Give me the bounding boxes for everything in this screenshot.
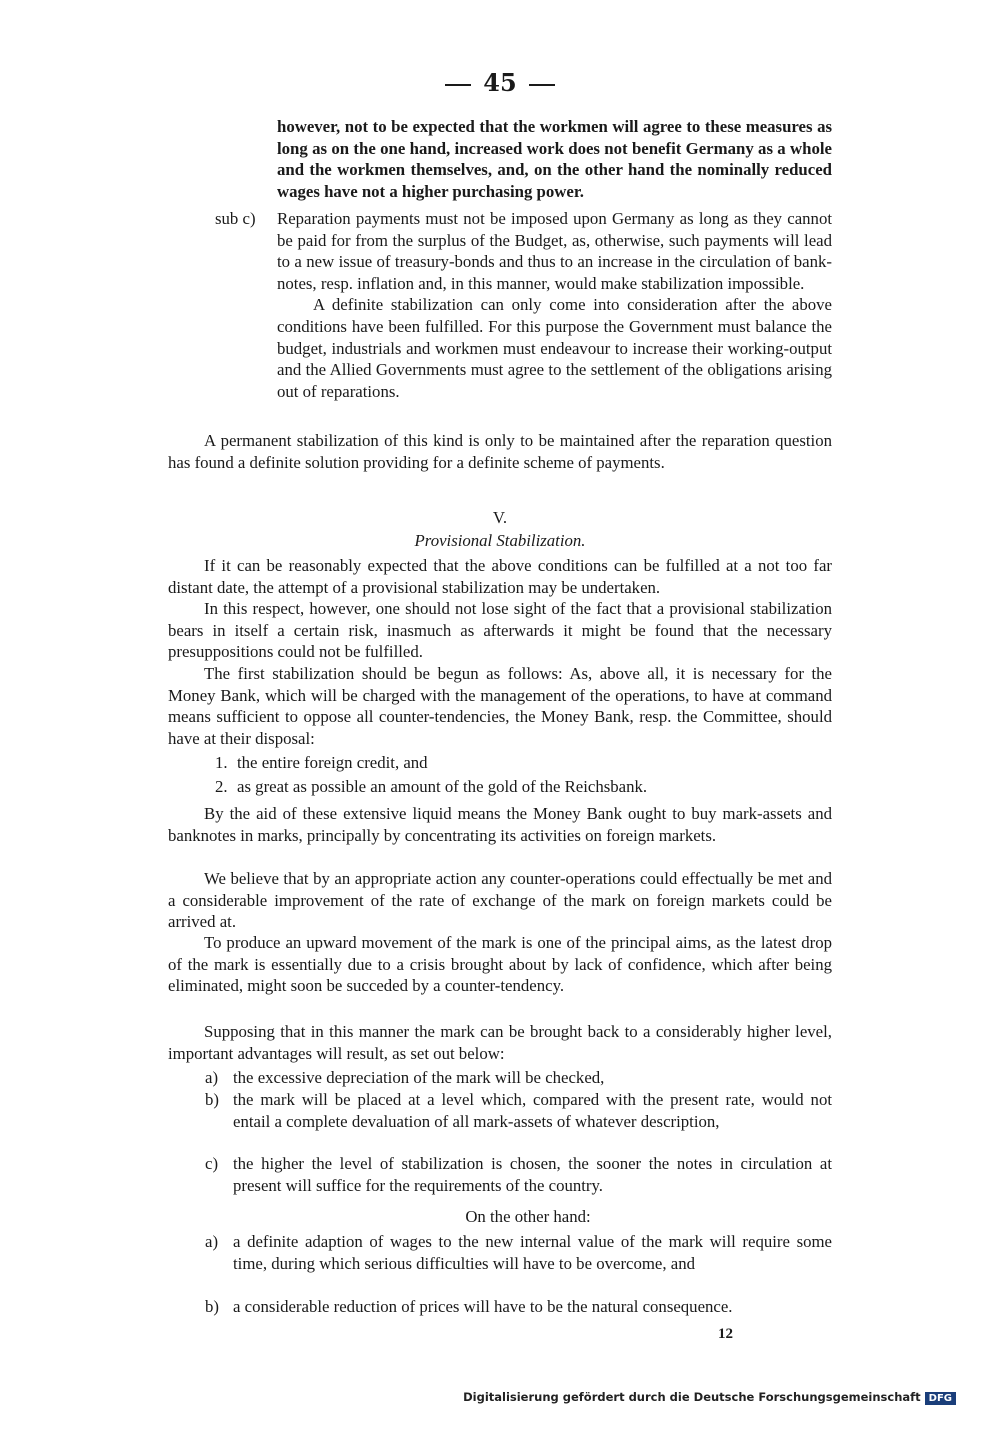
sub-c-label: sub c)	[215, 209, 256, 228]
credit-text: Digitalisierung gefördert durch die Deutsche Forschungsgemeinschaft	[463, 1390, 921, 1404]
page-number	[0, 68, 1000, 97]
paragraph-4: By the aid of these extensive liquid means the Money Bank ought to buy mark-assets and banknotes in marks, principally by concentrating its activities on foreign markets.	[168, 804, 832, 845]
list-marker: 1.	[215, 753, 228, 772]
list-item	[205, 1296, 832, 1318]
other-hand-heading: On the other hand:	[465, 1207, 591, 1226]
paragraph-1: If it can be reasonably expected that the above conditions can be fulfilled at a not too far distant date, the attempt of a provisional stabilization may be undertaken.	[168, 556, 832, 597]
sub-c-continuation: A definite stabilization can only come into consideration after the above conditions have been fulfilled. For this purpose the Government must balance the budget, industrials and workmen must endeavour to increase their working-output and the Allied Governments must agree to the settlement of the obligations arising out of reparations.	[277, 295, 832, 401]
list-item	[205, 1153, 832, 1197]
list-marker: b)	[205, 1090, 219, 1109]
list-item	[205, 1067, 832, 1089]
sheet-number: 12	[718, 1326, 733, 1342]
permanent-paragraph: A permanent stabilization of this kind is only to be maintained after the reparation question has found a definite solution providing for a definite scheme of payments.	[168, 431, 832, 472]
list-marker: a)	[205, 1068, 219, 1087]
sub-c-paragraph	[277, 208, 832, 402]
list-marker: b)	[205, 1297, 219, 1316]
list-text: the mark will be placed at a level which, compared with the present rate, would not entail a complete devaluation of all mark-assets of whatever description,	[233, 1090, 832, 1131]
list-text: the excessive depreciation of the mark will be checked,	[233, 1068, 605, 1087]
paragraph-3: The first stabilization should be begun as follows: As, above all, it is necessary for the Money Bank, which will be charged with the management of the operations, to have at command means sufficient to oppose all counter-tendencies, the Money Bank, resp. the Committee, should have at their disposal:	[168, 664, 832, 748]
top-paragraph	[277, 116, 832, 202]
list-item	[215, 752, 832, 774]
section-numeral: V.	[492, 508, 508, 527]
list-marker: a)	[205, 1232, 219, 1251]
page-number-text: 45	[483, 68, 517, 97]
paragraph-2: In this respect, however, one should not lose sight of the fact that a provisional stabilization bears in itself a certain risk, inasmuch as afterwards it might be found that the necessary presuppositions could not be fulfilled.	[168, 599, 832, 662]
paragraph-5: We believe that by an appropriate action any counter-operations could effectually be met and a considerable improvement of the rate of exchange of the mark on foreign markets could be arrived at.	[168, 869, 832, 932]
paragraph-7: Supposing that in this manner the mark can be brought back to a considerably higher level, important advantages will result, as set out below:	[168, 1022, 832, 1063]
list-text: a considerable reduction of prices will have to be the natural consequence.	[233, 1297, 733, 1316]
list-marker: 2.	[215, 777, 228, 796]
dfg-logo: DFG	[925, 1392, 956, 1405]
top-paragraph-text: however, not to be expected that the workmen will agree to these measures as long as on the one hand, increased work does not benefit Germany as a whole and the workmen themselves, and, on the other hand the nominally reduced wages have not a higher purchasing power.	[277, 117, 832, 201]
list-text: the entire foreign credit, and	[237, 753, 428, 772]
list-marker: c)	[205, 1154, 219, 1173]
list-text: as great as possible an amount of the gold of the Reichsbank.	[237, 777, 648, 796]
sub-c-text: Reparation payments must not be imposed upon Germany as long as they cannot be paid for from the surplus of the Budget, as, otherwise, such payments will lead to a new issue of treasury-bonds and thus to an increase in the circulation of bank-notes, resp. inflation and, in this manner, would make stabilization impossible.	[277, 209, 832, 293]
section-title: Provisional Stabilization.	[414, 531, 586, 550]
list-item	[205, 1231, 832, 1297]
list-item	[215, 776, 832, 798]
list-item	[205, 1089, 832, 1155]
list-text: the higher the level of stabilization is chosen, the sooner the notes in circulation at present will suffice for the requirements of the country.	[233, 1154, 832, 1195]
dash-left	[445, 84, 471, 86]
digitization-credit	[463, 1390, 956, 1405]
paragraph-6: To produce an upward movement of the mark is one of the principal aims, as the latest drop of the mark is essentially due to a crisis brought about by lack of confidence, which after being eliminated, might soon be succeded by a counter-tendency.	[168, 933, 832, 996]
list-text: a definite adaption of wages to the new internal value of the mark will require some time, during which serious difficulties will have to be overcome, and	[233, 1232, 832, 1273]
dash-right	[529, 84, 555, 86]
